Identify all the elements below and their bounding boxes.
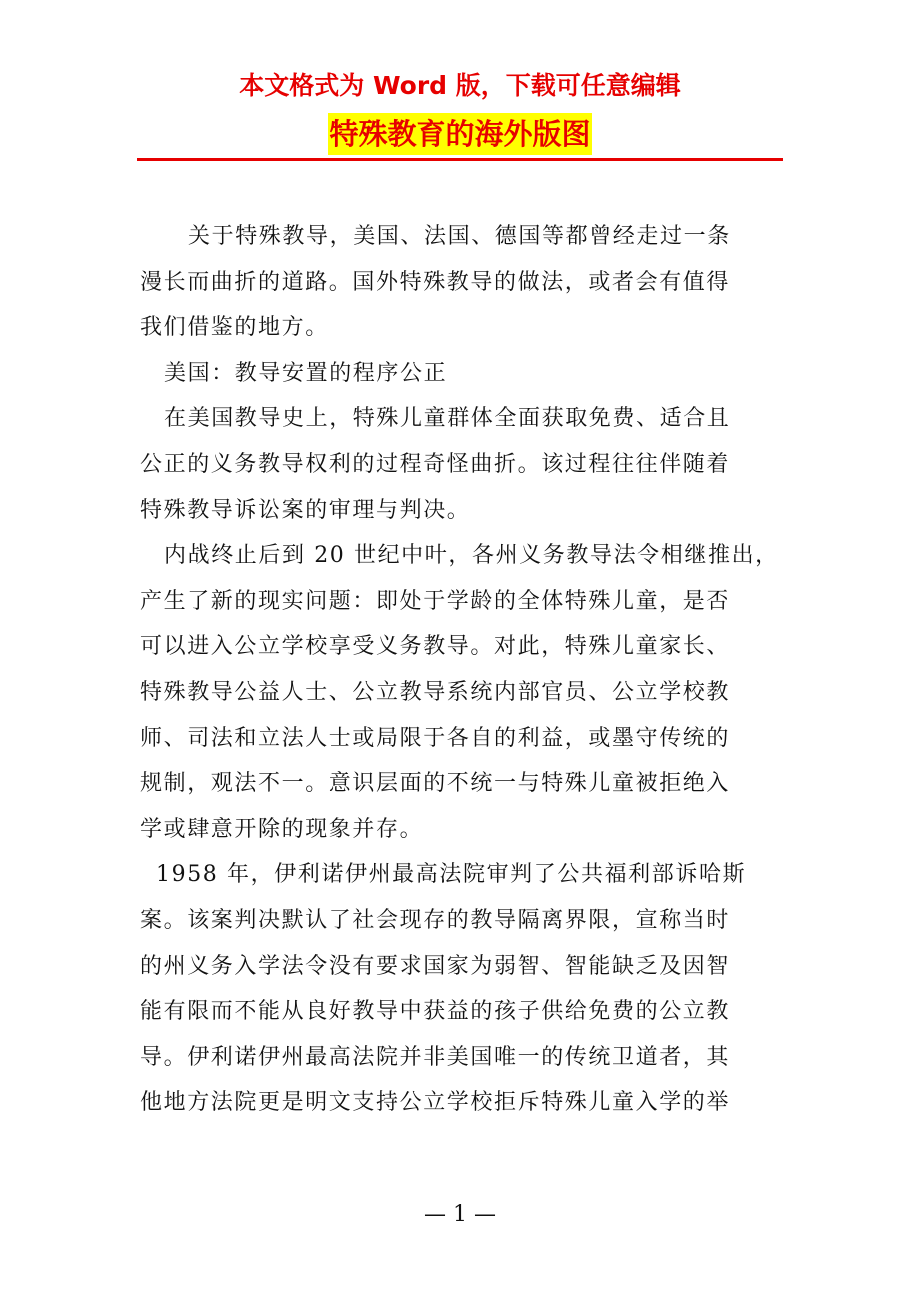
paragraph-civil-war: 内战终止后到 20 世纪中叶，各州义务教导法令相继推出， 产生了新的现实问题：即处于学龄的全体特殊儿童，是否 可以进入公立学校享受义务教导。对此，特殊儿童家长、 特殊教导公益人士、公立教导系统内部官员、公立学校教 师、司法和立法人士或局限于各自的利益，或墨守传统的 规制，观法不一。意识层面的不统一与特殊儿童被拒绝入 学或肆意开除的现象并存。 — [140, 543, 779, 842]
paragraph-intro: 关于特殊教导，美国、法国、德国等都曾经走过一条 漫长而曲折的道路。国外特殊教导的做法，或者会有值得 我们借鉴的地方。 — [140, 224, 731, 341]
document-title: 特殊教育的海外版图 — [328, 113, 591, 155]
paragraph-history: 在美国教导史上，特殊儿童群体全面获取免费、适合且 公正的义务教导权利的过程奇怪曲折。该过程往往伴随着 特殊教导诉讼案的审理与判决。 — [140, 406, 731, 523]
title-divider — [137, 158, 783, 161]
title-block — [0, 113, 920, 155]
page-number: — 1 — — [424, 1202, 496, 1227]
paragraph-1958-case: 1958 年，伊利诺伊州最高法院审判了公共福利部诉哈斯 案。该案判决默认了社会现存的教导隔离界限，宣称当时 的州义务入学法令没有要求国家为弱智、智能缺乏及因智 能有限而不能从良好教导中获益的孩子供给免费的公立教 导。伊利诺伊州最高法院并非美国唯一的传统卫道者，其 他地方法院更是明文支持公立学校拒斥特殊儿童入学的举 — [140, 862, 747, 1116]
format-notice: 本文格式为 Word 版，下载可任意编辑 — [239, 71, 681, 100]
document-body — [140, 214, 800, 1126]
section-heading-usa: 美国：教导安置的程序公正 — [164, 360, 448, 386]
